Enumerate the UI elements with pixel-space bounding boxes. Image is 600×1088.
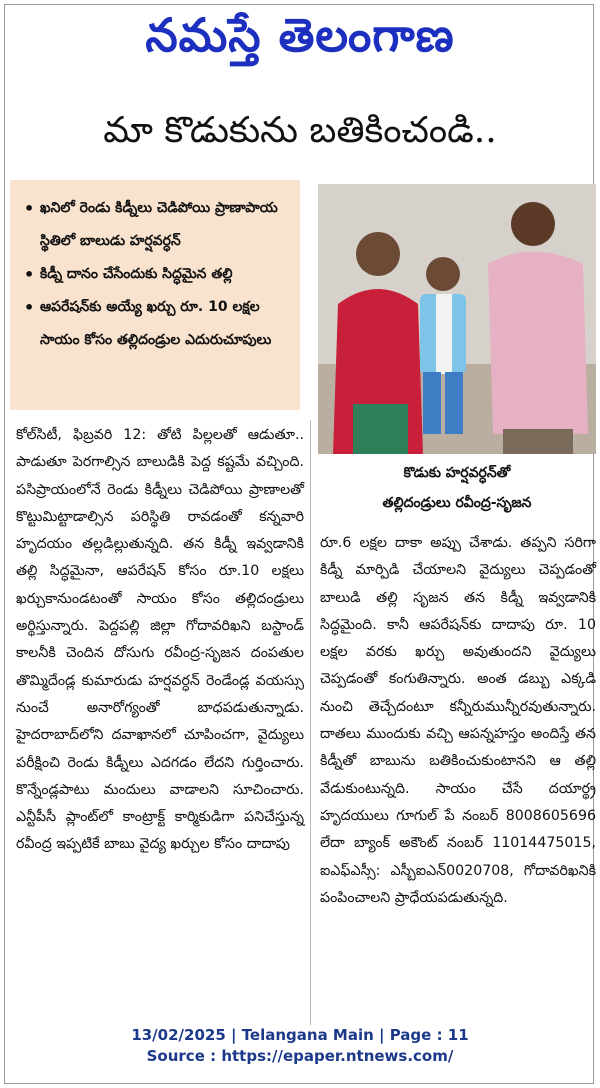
article-column-2: రూ.6 లక్షల దాకా అప్పు చేశాడు. తప్పని సరిగా కిడ్నీ మార్పిడి చేయాలని వైద్యులు చెప్పడంతో బాలుడి తల్లి సృజన తన కిడ్నీ ఇవ్వడానికి సిద్ధమైంది. కానీ ఆపరేషన్‌కు దాదాపు రూ. 10 లక్షల వరకు ఖర్చు అవుతుందని వైద్యులు చెప్పడంతో కంగుతిన్నారు. అంత డబ్బు ఎక్కడి నుంచి తెచ్చేదంటూ కన్నీరుమున్నీరవుతున్నారు. దాతలు ముందుకు వచ్చి ఆపన్నహస్తం అందిస్తే తన కిడ్నీతో బాబును బతికించుకుంటానని ఆ తల్లి వేడుకుంటున్నది. సాయం చేసే దయార్థ్ర హృదయులు గూగుల్ పే నంబర్ 8008605696 లేదా బ్యాంక్ అకౌంట్ నంబర్ 11014475015, ఐఎఫ్ఎస్సీ: ఎస్బీఐఎన్0020708, గోదావరిఖనికి పంపించాలని ప్రాధేయపడుతున్నది. bbox=[320, 535, 596, 906]
bullet-icon: • bbox=[24, 199, 35, 218]
highlight-text: ఆపరేషన్‌కు అయ్యే ఖర్చు రూ. 10 లక్షల సాయం కోసం తల్లిదండ్రుల ఎదురుచూపులు bbox=[40, 299, 272, 348]
headline: మా కొడుకును బతికించండి.. bbox=[103, 110, 497, 151]
bullet-icon: • bbox=[24, 298, 35, 317]
highlights-box bbox=[10, 180, 300, 410]
column-divider bbox=[310, 420, 311, 1025]
photo-caption-line2: తల్లిదండ్రులు రవీంద్ర-సృజన bbox=[382, 495, 532, 511]
highlight-text: ఖనిలో రెండు కిడ్నీలు చెడిపోయి ప్రాణాపాయ స్థితిలో బాలుడు హర్షవర్ధన్ bbox=[40, 200, 278, 249]
highlight-item bbox=[24, 192, 290, 258]
photo-caption bbox=[318, 458, 596, 518]
highlight-text: కిడ్నీ దానం చేసేందుకు సిద్ధమైన తల్లి bbox=[40, 266, 233, 282]
article-column-1: కోల్‌సిటీ, ఫిబ్రవరి 12: తోటి పిల్లలతో ఆడుతూ.. పాడుతూ పెరగాల్సిన బాలుడికి పెద్ద కష్టమే వచ్చింది. పసిప్రాయంలోనే రెండు కిడ్నీలు చెడిపోయి ప్రాణాలతో కొట్టుమిట్టాడాల్సిన పరిస్థితి రావడంతో కన్నవారి హృదయం తల్లడిల్లుతున్నది. తన కిడ్నీ ఇవ్వడానికి తల్లి సిద్ధమైనా, ఆపరేషన్ కోసం రూ.10 లక్షలు ఖర్చుకానుండటంతో సాయం కోసం తల్లిదండ్రులు అర్థిస్తున్నారు. పెద్దపల్లి జిల్లా గోదావరిఖని బస్టాండ్ కాలనీకి చెందిన దోసుగు రవీంద్ర-సృజన దంపతుల తొమ్మిదేండ్ల కుమారుడు హర్షవర్ధన్ రెండేండ్ల వయస్సు నుంచే అనారోగ్యంతో బాధపడుతున్నాడు. హైదరాబాద్‌లోని దవాఖానలో చూపించగా, వైద్యులు పరీక్షించి రెండు కిడ్నీలు ఎదగడం లేదని గుర్తించారు. కొన్నేండ్లపాటు మందులు వాడాలని సూచించారు. ఎన్టీపీసీ ప్లాంట్‌లో కాంట్రాక్ట్ కార్మికుడిగా పనిచేస్తున్న రవీంద్ర ఇప్పటికే బాబు వైద్య ఖర్చుల కోసం దాదాపు bbox=[16, 427, 304, 853]
highlight-item bbox=[24, 258, 290, 291]
bullet-icon: • bbox=[24, 265, 35, 284]
footer-source: Source : https://epaper.ntnews.com/ bbox=[146, 1047, 454, 1065]
family-photo bbox=[318, 184, 596, 454]
footer bbox=[0, 1025, 600, 1067]
highlight-item bbox=[24, 291, 290, 357]
footer-date-page: 13/02/2025 | Telangana Main | Page : 11 bbox=[131, 1026, 469, 1044]
family-photo-illustration bbox=[318, 184, 596, 454]
photo-caption-line1: కొడుకు హర్షవర్ధన్‌తో bbox=[403, 465, 511, 481]
masthead-logo: నమస్తే తెలంగాణ bbox=[145, 8, 455, 62]
